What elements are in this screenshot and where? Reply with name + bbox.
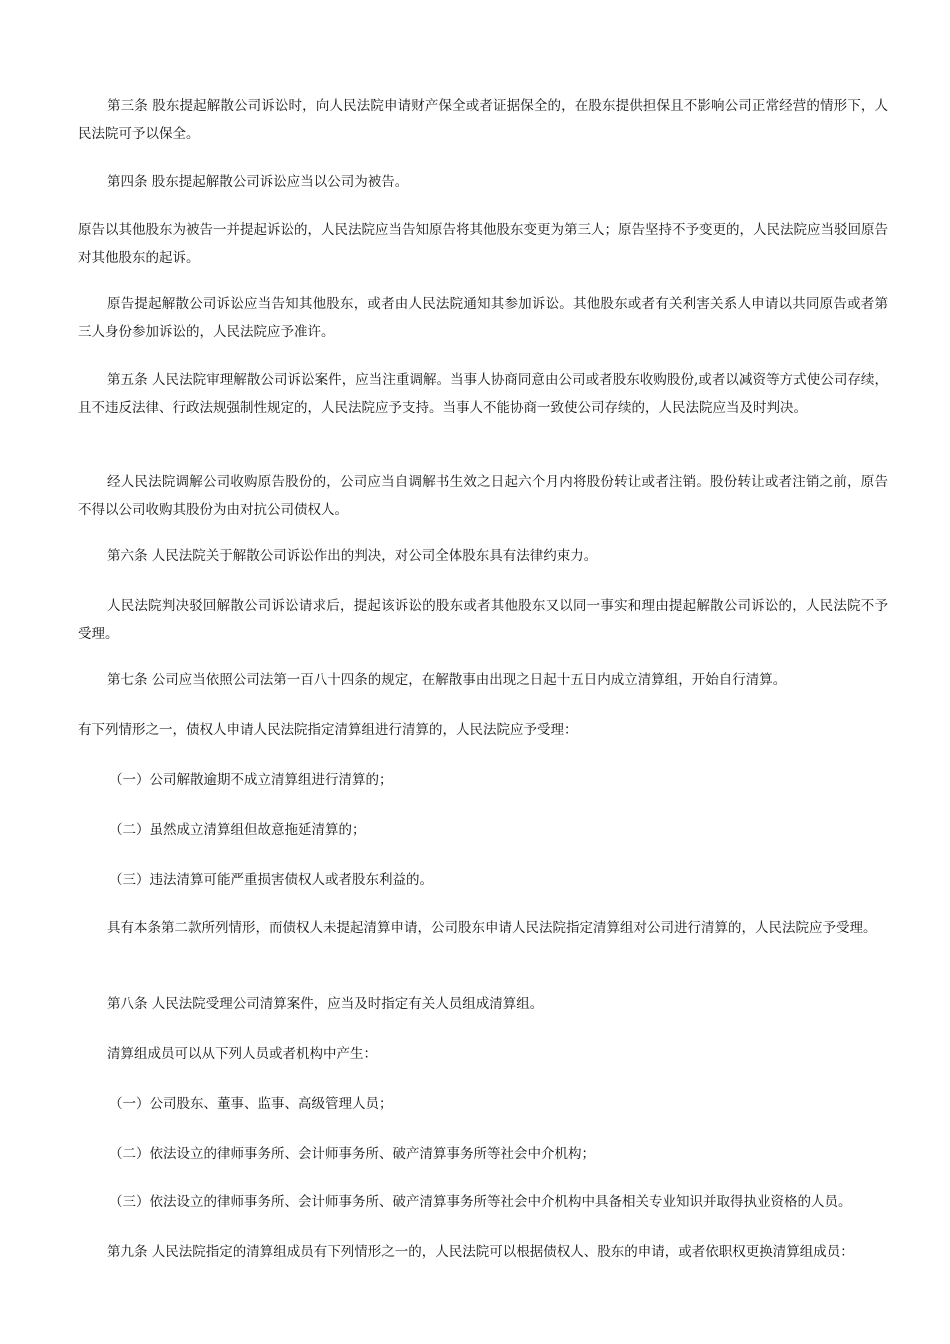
paragraph-article-5-clause-2: 经人民法院调解公司收购原告股份的，公司应当自调解书生效之日起六个月内将股份转让或者注销。股份转让或者注销之前，原告不得以公司收购其股份为由对抗公司债权人。 <box>78 474 888 518</box>
list-item-article-8-2: （二）依法设立的律师事务所、会计师事务所、破产清算事务所等社会中介机构； <box>109 1146 595 1162</box>
paragraph-article-9: 第九条 人民法院指定的清算组成员有下列情形之一的，人民法院可以根据债权人、股东的申请，或者依职权更换清算组成员： <box>107 1244 854 1260</box>
list-item-article-8-1: （一）公司股东、董事、监事、高级管理人员； <box>109 1096 393 1112</box>
paragraph-article-6: 第六条 人民法院关于解散公司诉讼作出的判决，对公司全体股东具有法律约束力。 <box>107 548 598 564</box>
paragraph-article-8: 第八条 人民法院受理公司清算案件，应当及时指定有关人员组成清算组。 <box>107 996 544 1012</box>
list-item-article-7-2: （二）虽然成立清算组但故意拖延清算的； <box>109 822 366 838</box>
paragraph-article-6-clause-2: 人民法院判决驳回解散公司诉讼请求后，提起该诉讼的股东或者其他股东又以同一事实和理由提起解散公司诉讼的，人民法院不予受理。 <box>78 598 888 642</box>
paragraph-article-4-clause-2: 原告以其他股东为被告一并提起诉讼的，人民法院应当告知原告将其他股东变更为第三人；原告坚持不予变更的，人民法院应当驳回原告对其他股东的起诉。 <box>78 222 888 266</box>
list-item-article-7-1: （一）公司解散逾期不成立清算组进行清算的； <box>109 772 393 788</box>
paragraph-article-8-clause-2: 清算组成员可以从下列人员或者机构中产生： <box>107 1046 377 1062</box>
paragraph-article-7-clause-2: 有下列情形之一，债权人申请人民法院指定清算组进行清算的，人民法院应予受理： <box>78 722 578 738</box>
list-item-article-8-3: （三）依法设立的律师事务所、会计师事务所、破产清算事务所等社会中介机构中具备相关专业知识并取得执业资格的人员。 <box>109 1194 852 1210</box>
paragraph-article-7-clause-3: 具有本条第二款所列情形，而债权人未提起清算申请，公司股东申请人民法院指定清算组对公司进行清算的，人民法院应予受理。 <box>107 920 877 936</box>
paragraph-article-3: 第三条 股东提起解散公司诉讼时，向人民法院申请财产保全或者证据保全的，在股东提供担保且不影响公司正常经营的情形下，人民法院可予以保全。 <box>78 98 888 142</box>
list-item-article-7-3: （三）违法清算可能严重损害债权人或者股东利益的。 <box>109 872 433 888</box>
paragraph-article-4-clause-3: 原告提起解散公司诉讼应当告知其他股东，或者由人民法院通知其参加诉讼。其他股东或者有关利害关系人申请以共同原告或者第三人身份参加诉讼的，人民法院应予准许。 <box>78 296 888 340</box>
paragraph-article-7: 第七条 公司应当依照公司法第一百八十四条的规定，在解散事由出现之日起十五日内成立清算组，开始自行清算。 <box>107 672 787 688</box>
paragraph-article-5: 第五条 人民法院审理解散公司诉讼案件，应当注重调解。当事人协商同意由公司或者股东收购股份,或者以减资等方式使公司存续，且不违反法律、行政法规强制性规定的，人民法院应予支持。当事人不能协商一致使公司存续的，人民法院应当及时判决。 <box>78 372 888 416</box>
paragraph-article-4: 第四条 股东提起解散公司诉讼应当以公司为被告。 <box>107 174 409 190</box>
